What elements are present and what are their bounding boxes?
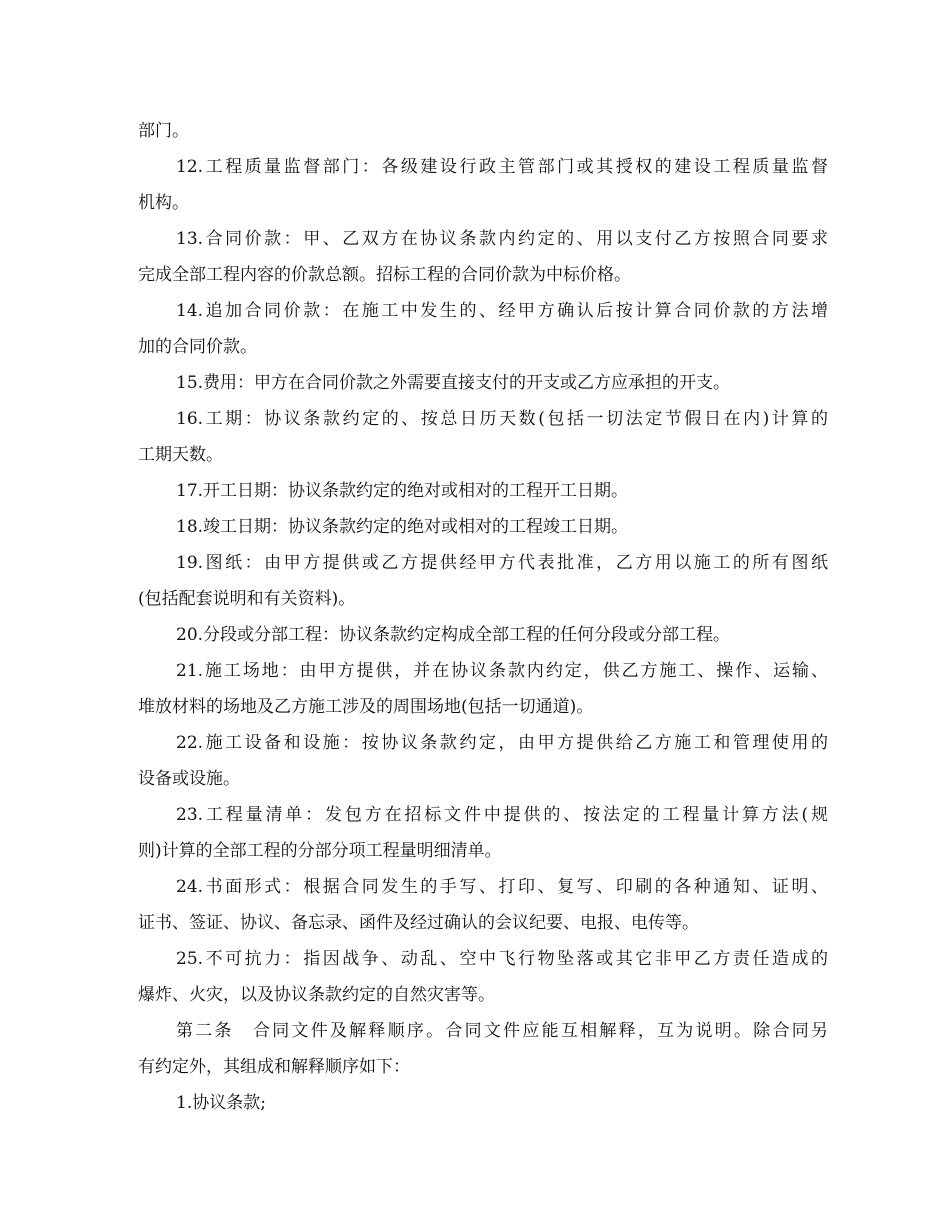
text-line: 22.施工设备和设施：按协议条款约定，由甲方提供给乙方施工和管理使用的	[176, 733, 828, 753]
text-line: 完成全部工程内容的价款总额。招标工程的合同价款为中标价格。	[138, 265, 631, 285]
text-line: 12.工程质量监督部门：各级建设行政主管部门或其授权的建设工程质量监督	[176, 157, 828, 177]
text-line: 堆放材料的场地及乙方施工涉及的周围场地(包括一切通道)。	[138, 697, 594, 717]
text-line: 加的合同价款。	[138, 337, 257, 357]
text-line: 14.追加合同价款：在施工中发生的、经甲方确认后按计算合同价款的方法增	[176, 301, 828, 321]
text-line: 17.开工日期：协议条款约定的绝对或相对的工程开工日期。	[176, 481, 629, 501]
text-line: 19.图纸：由甲方提供或乙方提供经甲方代表批准，乙方用以施工的所有图纸	[176, 553, 828, 573]
text-line: 第二条 合同文件及解释顺序。合同文件应能互相解释，互为说明。除合同另	[176, 1021, 828, 1041]
text-line: 爆炸、火灾，以及协议条款约定的自然灾害等。	[138, 985, 495, 1005]
document-body	[138, 113, 828, 1121]
text-line: 证书、签证、协议、备忘录、函件及经过确认的会议纪要、电报、电传等。	[138, 913, 699, 933]
text-line: 25.不可抗力：指因战争、动乱、空中飞行物坠落或其它非甲乙方责任造成的	[176, 949, 828, 969]
text-line: 20.分段或分部工程：协议条款约定构成全部工程的任何分段或分部工程。	[176, 625, 731, 645]
text-line: 1.协议条款;	[176, 1093, 266, 1113]
text-line: 则)计算的全部工程的分部分项工程量明细清单。	[138, 841, 502, 861]
text-line: 机构。	[138, 193, 189, 213]
text-line: 23.工程量清单：发包方在招标文件中提供的、按法定的工程量计算方法(规	[176, 805, 828, 825]
text-line: 16.工期：协议条款约定的、按总日历天数(包括一切法定节假日在内)计算的	[176, 409, 828, 429]
text-line: 部门。	[138, 121, 189, 141]
text-line: 13.合同价款：甲、乙双方在协议条款内约定的、用以支付乙方按照合同要求	[176, 229, 828, 249]
text-line: 21.施工场地：由甲方提供，并在协议条款内约定，供乙方施工、操作、运输、	[176, 661, 828, 681]
text-line: 有约定外，其组成和解释顺序如下：	[138, 1057, 410, 1077]
text-line: 18.竣工日期：协议条款约定的绝对或相对的工程竣工日期。	[176, 517, 629, 537]
text-line: 工期天数。	[138, 445, 223, 465]
text-line: 设备或设施。	[138, 769, 240, 789]
text-line: (包括配套说明和有关资料)。	[138, 589, 356, 609]
text-line: 15.费用：甲方在合同价款之外需要直接支付的开支或乙方应承担的开支。	[176, 373, 731, 393]
text-line: 24.书面形式：根据合同发生的手写、打印、复写、印刷的各种通知、证明、	[176, 877, 828, 897]
